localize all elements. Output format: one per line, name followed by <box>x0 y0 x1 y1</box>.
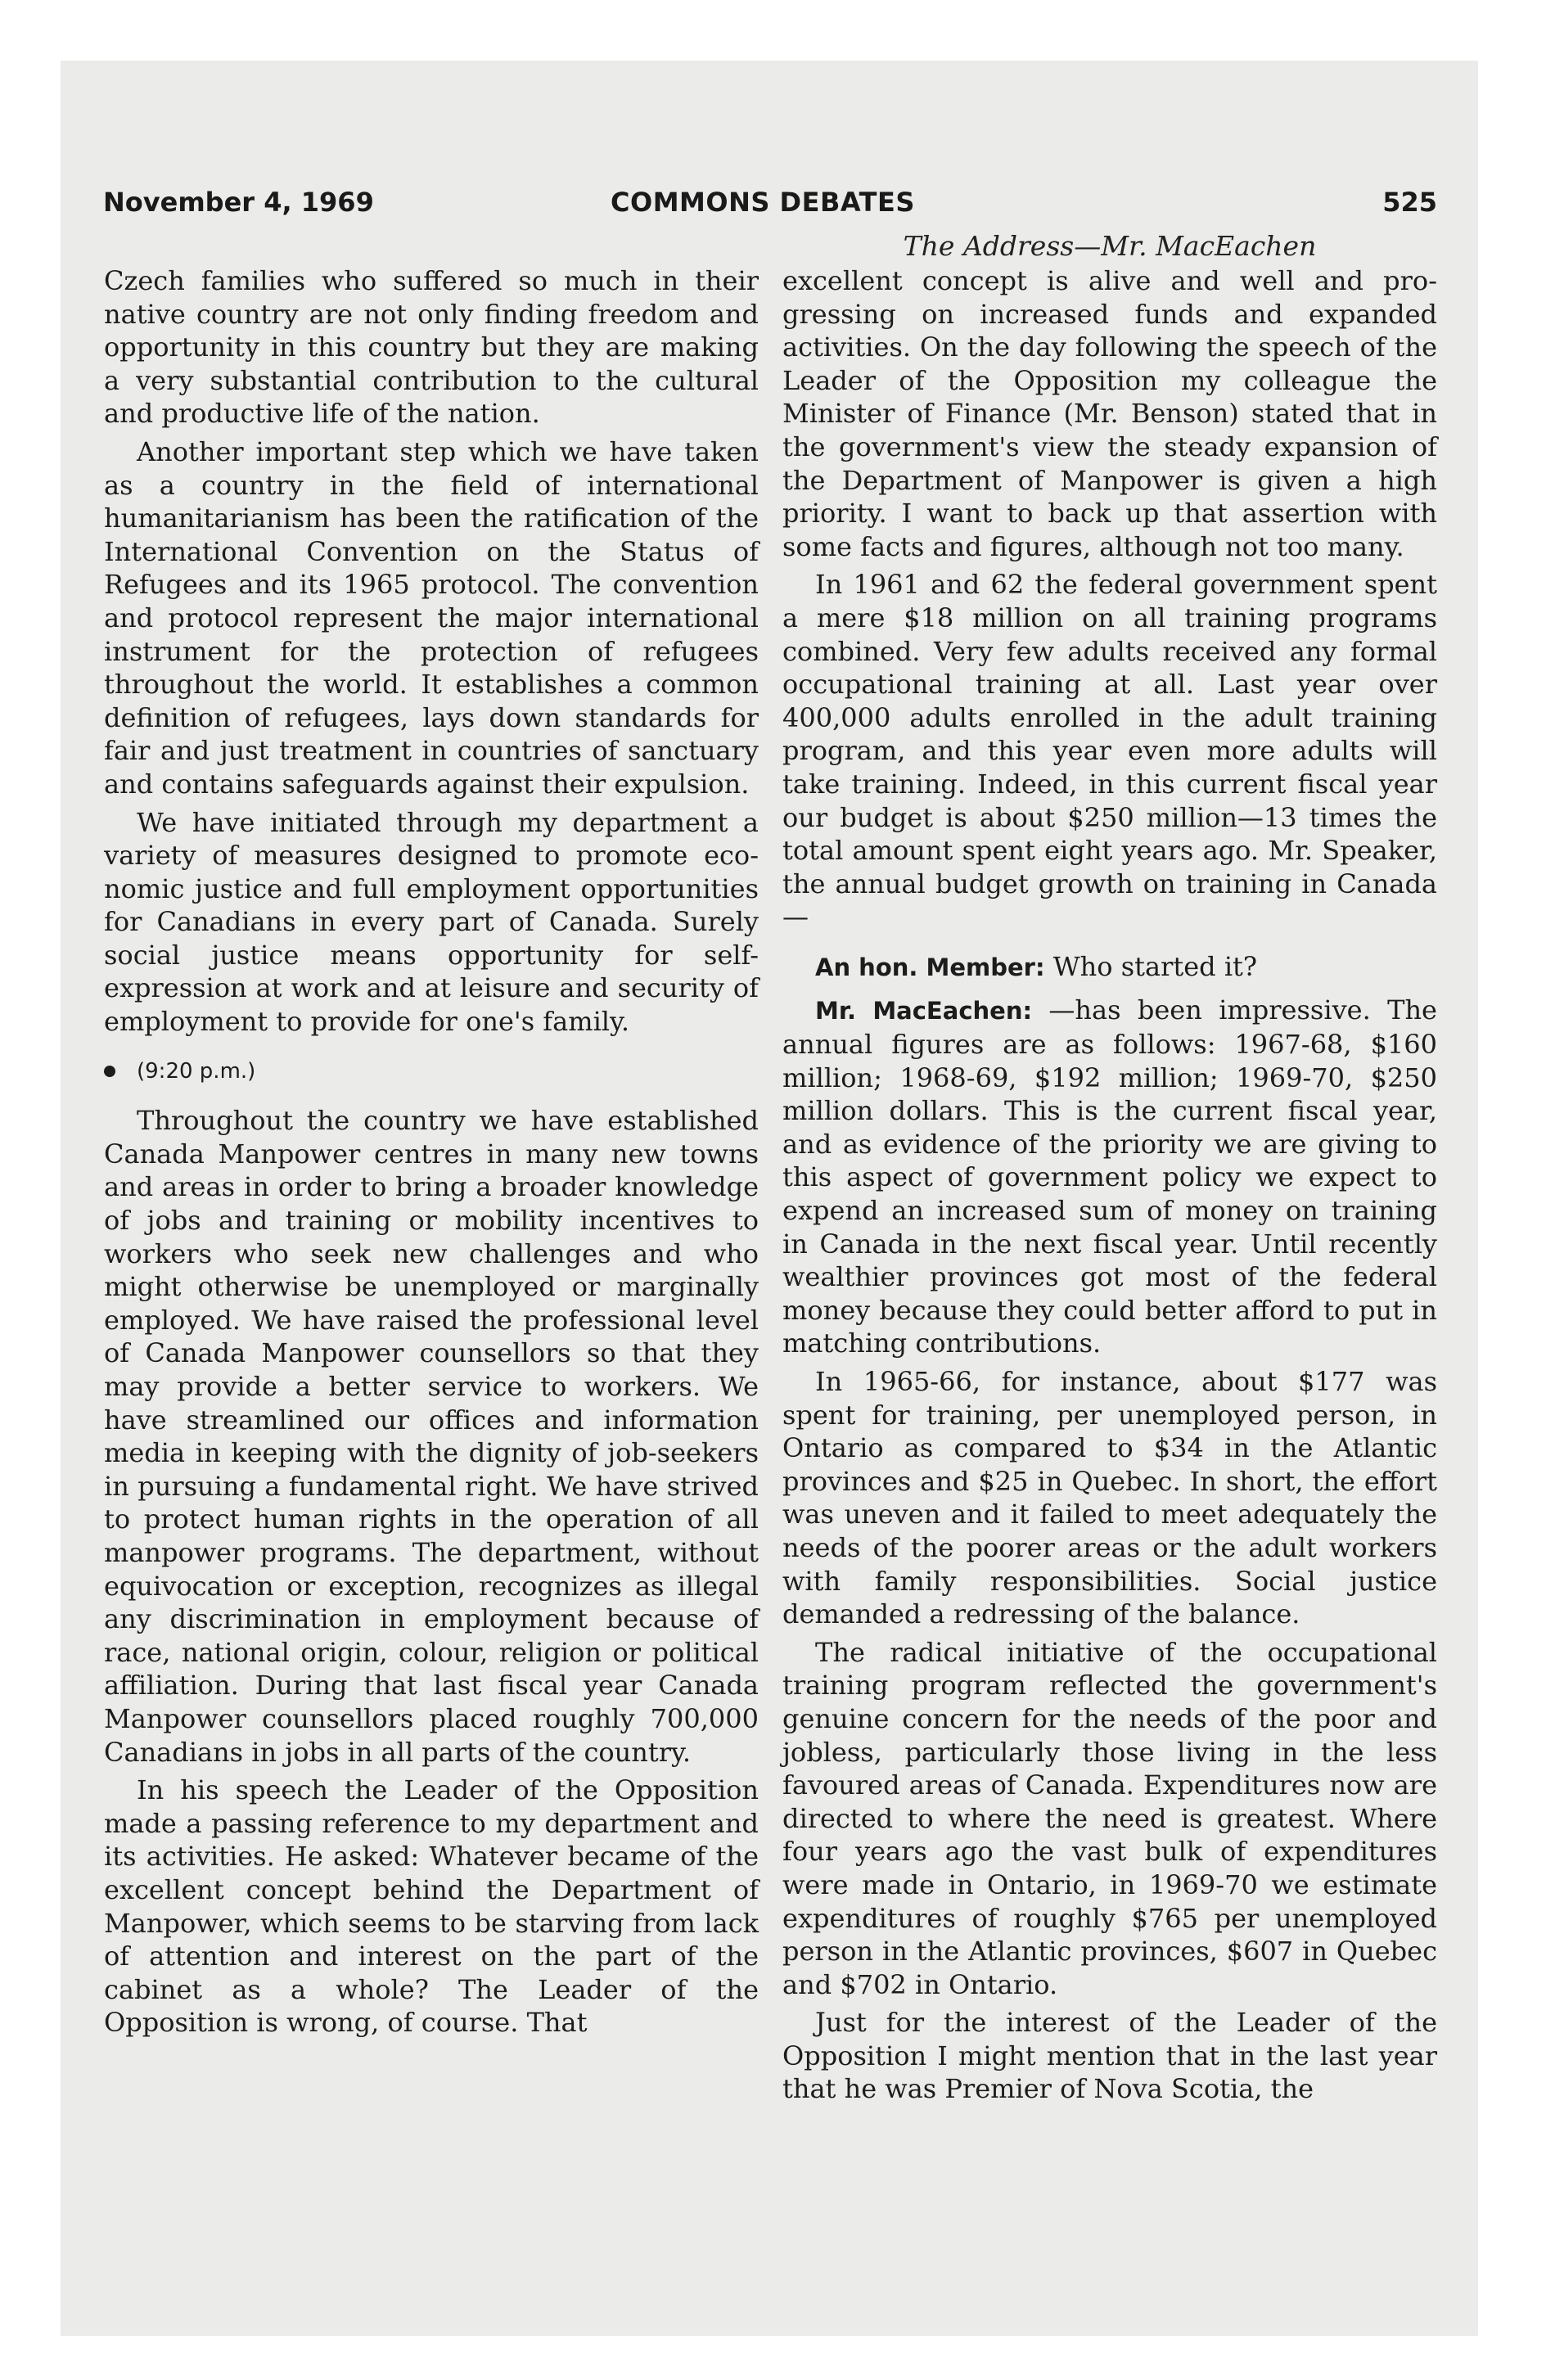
speech-text: Who started it? <box>1044 950 1258 982</box>
paragraph: The radical initiative of the occupational training program reflected the government's genuine concern for the needs of the poor and jobless, particularly those living in the less favoured areas of Canada. Expenditures now are directed to where the need is greatest. Where four years ago the vast bulk of expenditures were made in Ontario, in 1969-70 we estimate expenditures of roughly $765 per unemployed person in the Atlantic provinces, $607 in Quebec and $702 in Ontario. <box>782 1636 1437 2000</box>
right-column <box>782 264 1437 2111</box>
header-page-number: 525 <box>1382 187 1437 218</box>
paragraph: Throughout the country we have established Canada Manpower centres in many new towns and areas in order to bring a broader knowledge of jobs and training or mobility incentives to workers who seek new challenges and who might otherwise be unemployed or marginally employed. We have raised the professional level of Canada Manpower counsellors so that they may provide a better service to workers. We have streamlined our offices and information media in keeping with the dignity of job-seekers in pursuing a fundamental right. We have strived to protect human rights in the operation of all manpower programs. The department, without equivocation or exception, recognizes as illegal any discrimination in employment because of race, national origin, colour, religion or political affiliation. During that last fiscal year Canada Manpower counsellors placed roughly 700,000 Canadians in jobs in all parts of the country. <box>104 1105 759 1768</box>
paragraph: In his speech the Leader of the Opposition made a passing reference to my department and its activities. He asked: Whatever became of the excellent concept behind the Department of Manpower, which seems to be starving from lack of attention and interest on the part of the cabinet as a whole? The Leader of the Opposition is wrong, of course. That <box>104 1774 759 2039</box>
timestamp <box>104 1055 759 1089</box>
header-journal-title: COMMONS DEBATES <box>611 187 915 218</box>
paragraph: Czech families who suffered so much in their native country are not only finding freedom and opportunity in this country but they are making a very substantial contribution to the cultural and productive life of the nation. <box>104 265 759 430</box>
speech <box>782 994 1437 1360</box>
paragraph: Another important step which we have taken as a country in the field of international humanitarianism has been the ratification of the International Convention on the Status of Refugees and its 1965 protocol. The convention and protocol represent the major international instrument for the protection of refugees throughout the world. It establishes a common definition of refugees, lays down standards for fair and just treatment in countries of sanctuary and contains safeguards against their expulsion. <box>104 435 759 800</box>
left-column <box>104 264 759 2044</box>
paragraph: excellent concept is alive and well and progressing on increased funds and expanded activities. On the day following the speech of the Leader of the Opposition my colleague the Minister of Finance (Mr. Benson) stated that in the government's view the steady expansion of the Department of Manpower is given a high priority. I want to back up that assertion with some facts and figures, although not too many. <box>782 265 1437 562</box>
speech-text: —has been impressive. The annual figures are as follows: 1967-68, $160 million; 1968-69, $192 million; 1969-70, $250 million dollars. This is the current fiscal year, and as evidence of the priority we are giving to this aspect of government policy we expect to expend an increased sum of money on training in Canada in the next fiscal year. Until recently wealthier provinces got most of the federal money because they could better afford to put in matching contributions. <box>782 994 1437 1359</box>
paragraph: In 1961 and 62 the federal government spent a mere $18 million on all training programs combined. Very few adults received any formal occupational training at all. Last year over 400,000 adults enrolled in the adult training program, and this year even more adults will take training. Indeed, in this current fiscal year our budget is about $250 million—13 times the total amount spent eight years ago. Mr. Speaker, the annual budget growth on training in Canada— <box>782 569 1437 933</box>
header-date: November 4, 1969 <box>103 187 374 218</box>
page-header <box>103 187 1437 229</box>
running-head: The Address—Mr. MacEachen <box>903 230 1317 262</box>
bullet-icon <box>104 1066 115 1077</box>
speaker-name: An hon. Member: <box>815 953 1045 981</box>
paragraph: In 1965-66, for instance, about $177 was spent for training, per unemployed person, in Ontario as compared to $34 in the Atlantic provinces and $25 in Quebec. In short, the effort was uneven and it failed to meet adequately the needs of the poorer areas or the adult workers with family responsibilities. Social justice demanded a redressing of the balance. <box>782 1366 1437 1630</box>
speech <box>782 950 1437 985</box>
speaker-name: Mr. MacEachen: <box>815 997 1033 1025</box>
timestamp-text: (9:20 p.m.) <box>137 1058 256 1084</box>
paragraph: We have initiated through my department a variety of measures designed to promote economic justice and full employment opportunities for Canadians in every part of Canada. Surely social justice means opportunity for self-expression at work and at leisure and security of employment to provide for one's family. <box>104 806 759 1038</box>
paragraph: Just for the interest of the Leader of the Opposition I might mention that in the last year that he was Premier of Nova Scotia, the <box>782 2007 1437 2105</box>
